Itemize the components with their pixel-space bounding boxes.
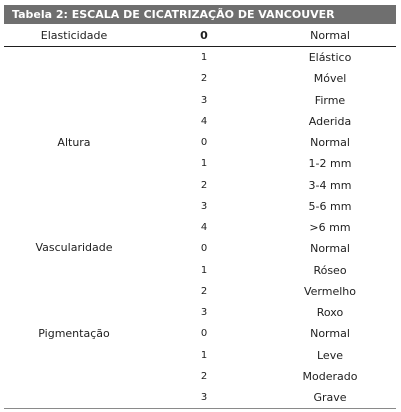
table-row (4, 111, 396, 132)
description-cell: Firme (314, 93, 346, 107)
table-row (4, 302, 396, 323)
description-cell: Normal (310, 327, 350, 341)
description-cell: Róseo (313, 263, 347, 277)
table-row (4, 68, 396, 89)
score-cell: 1 (200, 349, 208, 361)
table-row (4, 153, 396, 174)
table-row (4, 366, 396, 387)
score-cell: 1 (200, 264, 208, 276)
score-cell: 3 (200, 307, 208, 318)
description-cell: Normal (310, 136, 350, 149)
category-pigmentacao: Pigmentação (38, 327, 110, 340)
description-cell: Roxo (316, 306, 344, 319)
table-row (4, 47, 396, 68)
header-parameter: Elasticidade (40, 29, 108, 42)
score-cell: 2 (200, 285, 208, 297)
score-cell: 1 (200, 158, 208, 170)
score-cell: 0 (200, 243, 208, 255)
description-cell: Aderida (308, 114, 352, 128)
table-row (4, 387, 396, 408)
table-title: Tabela 2: ESCALA DE CICATRIZAÇÃO DE VANCOUVER (4, 5, 396, 24)
table-row (4, 260, 396, 281)
table-header-row (4, 25, 396, 47)
score-cell: 1 (200, 52, 208, 63)
table-row (4, 217, 396, 238)
score-cell: 2 (200, 370, 208, 382)
description-cell: Moderado (302, 369, 358, 383)
description-cell: Grave (313, 391, 347, 404)
description-cell: >6 mm (309, 221, 351, 234)
table-row (4, 175, 396, 196)
score-cell: 3 (200, 200, 208, 212)
header-description: Normal (310, 29, 350, 42)
category-altura: Altura (57, 136, 91, 149)
table-row (4, 196, 396, 217)
description-cell: Leve (317, 348, 343, 362)
score-cell: 3 (200, 392, 208, 403)
description-cell: 3-4 mm (308, 178, 352, 192)
score-cell: 0 (200, 137, 208, 148)
header-score: 0 (200, 29, 208, 42)
score-cell: 4 (200, 115, 208, 127)
score-cell: 2 (200, 179, 208, 191)
score-cell: 0 (200, 328, 208, 340)
description-cell: Móvel (313, 72, 347, 86)
description-cell: Vermelho (303, 284, 356, 298)
category-vascularidade: Vascularidade (35, 241, 113, 254)
score-cell: 3 (200, 94, 208, 106)
description-cell: 1-2 mm (308, 157, 352, 171)
table-row (4, 90, 396, 111)
score-cell: 2 (200, 73, 208, 85)
description-cell: 5-6 mm (308, 199, 352, 213)
table-row (4, 281, 396, 302)
description-cell: Normal (310, 242, 350, 256)
score-cell: 4 (200, 222, 208, 233)
table-row (4, 345, 396, 366)
vancouver-scar-scale-table (4, 5, 396, 409)
description-cell: Elástico (308, 51, 352, 64)
